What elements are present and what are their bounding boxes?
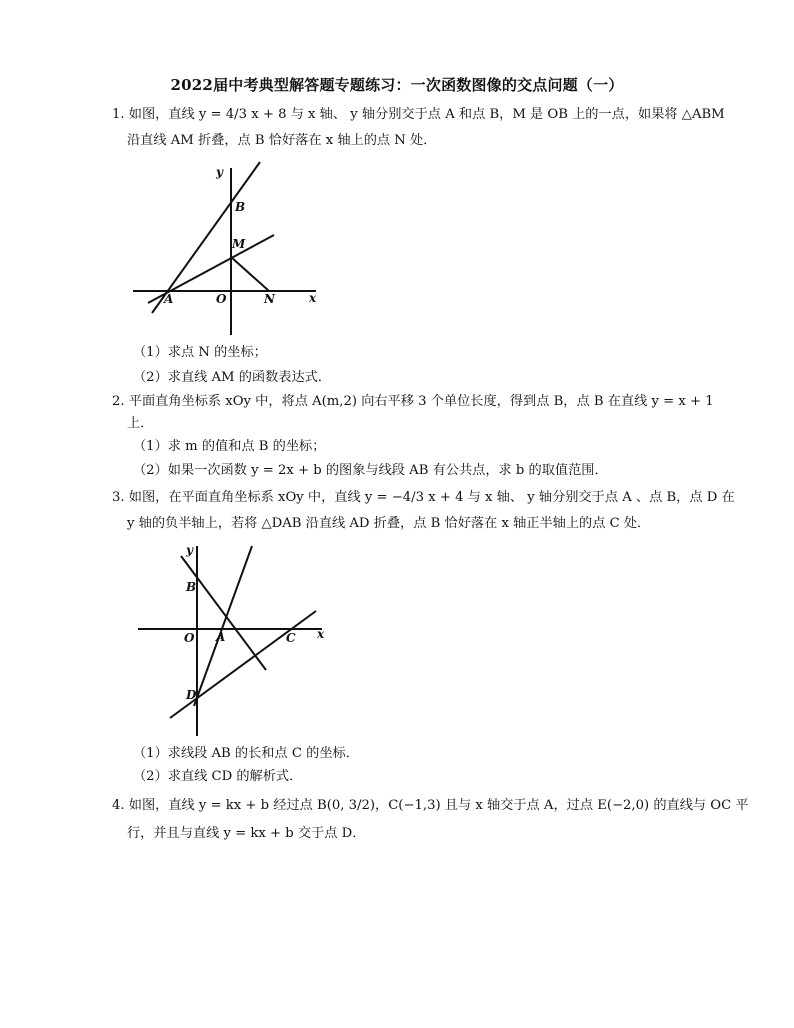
q3-label-o: O xyxy=(184,631,195,645)
q1-segment-mn xyxy=(231,257,269,291)
page-title: 2022届中考典型解答题专题练习：一次函数图像的交点问题（一） xyxy=(170,76,624,94)
q4-stem-line1: 4. 如图，直线 y = kx + b 经过点 B(0, 3/2)，C(−1,3) 且与 x 轴交于点 A，过点 E(−2,0) 的直线与 OC 平 xyxy=(112,798,749,813)
q3-label-d: D xyxy=(186,688,197,702)
q3-label-y: y xyxy=(186,543,193,557)
q3-stem-line1: 3. 如图，在平面直角坐标系 xOy 中，直线 y = −4/3 x + 4 与 x 轴、 y 轴分别交于点 A 、点 B，点 D 在 xyxy=(112,490,735,505)
q2-stem-line2: 上． xyxy=(127,416,154,431)
q2-sub1: （1）求 m 的值和点 B 的坐标； xyxy=(133,439,326,454)
q1-stem-line2: 沿直线 AM 折叠，点 B 恰好落在 x 轴上的点 N 处． xyxy=(127,133,437,148)
q3-label-b: B xyxy=(186,580,197,594)
q1-label-n: N xyxy=(264,292,275,306)
q1-figure xyxy=(128,160,328,340)
q1-sub1: （1）求点 N 的坐标； xyxy=(133,345,267,360)
q3-label-c: C xyxy=(286,631,296,645)
q1-label-m: M xyxy=(232,237,246,251)
q4-stem-line2: 行，并且与直线 y = kx + b 交于点 D． xyxy=(127,826,366,841)
q1-label-y: y xyxy=(216,165,223,179)
q3-stem-line2: y 轴的负半轴上，若将 △DAB 沿直线 AD 折叠，点 B 恰好落在 x 轴正半轴上的点 C 处． xyxy=(127,516,651,531)
q1-label-a: A xyxy=(164,292,174,306)
q3-line-ba xyxy=(181,556,266,670)
q3-label-a: A xyxy=(216,630,226,644)
q1-sub2: （2）求直线 AM 的函数表达式． xyxy=(133,370,332,385)
q3-sub2: （2）求直线 CD 的解析式． xyxy=(133,769,303,784)
q2-stem-line1: 2. 平面直角坐标系 xOy 中，将点 A(m,2) 向右平移 3 个单位长度，得到点 B，点 B 在直线 y = x + 1 xyxy=(112,394,714,409)
q2-sub2: （2）如果一次函数 y = 2x + b 的图象与线段 AB 有公共点，求 b 的取值范围． xyxy=(133,463,608,478)
q3-figure xyxy=(134,540,334,740)
q1-label-b: B xyxy=(235,200,246,214)
q3-sub1: （1）求线段 AB 的长和点 C 的坐标． xyxy=(133,746,359,761)
q1-stem-line1: 1. 如图，直线 y = 4/3 x + 8 与 x 轴、 y 轴分别交于点 A 和点 B，M 是 OB 上的一点，如果将 △ABM xyxy=(112,107,725,122)
q1-label-x: x xyxy=(309,291,317,305)
q3-label-x: x xyxy=(317,627,325,641)
q3-line-da xyxy=(194,546,252,706)
q1-label-o: O xyxy=(216,292,227,306)
